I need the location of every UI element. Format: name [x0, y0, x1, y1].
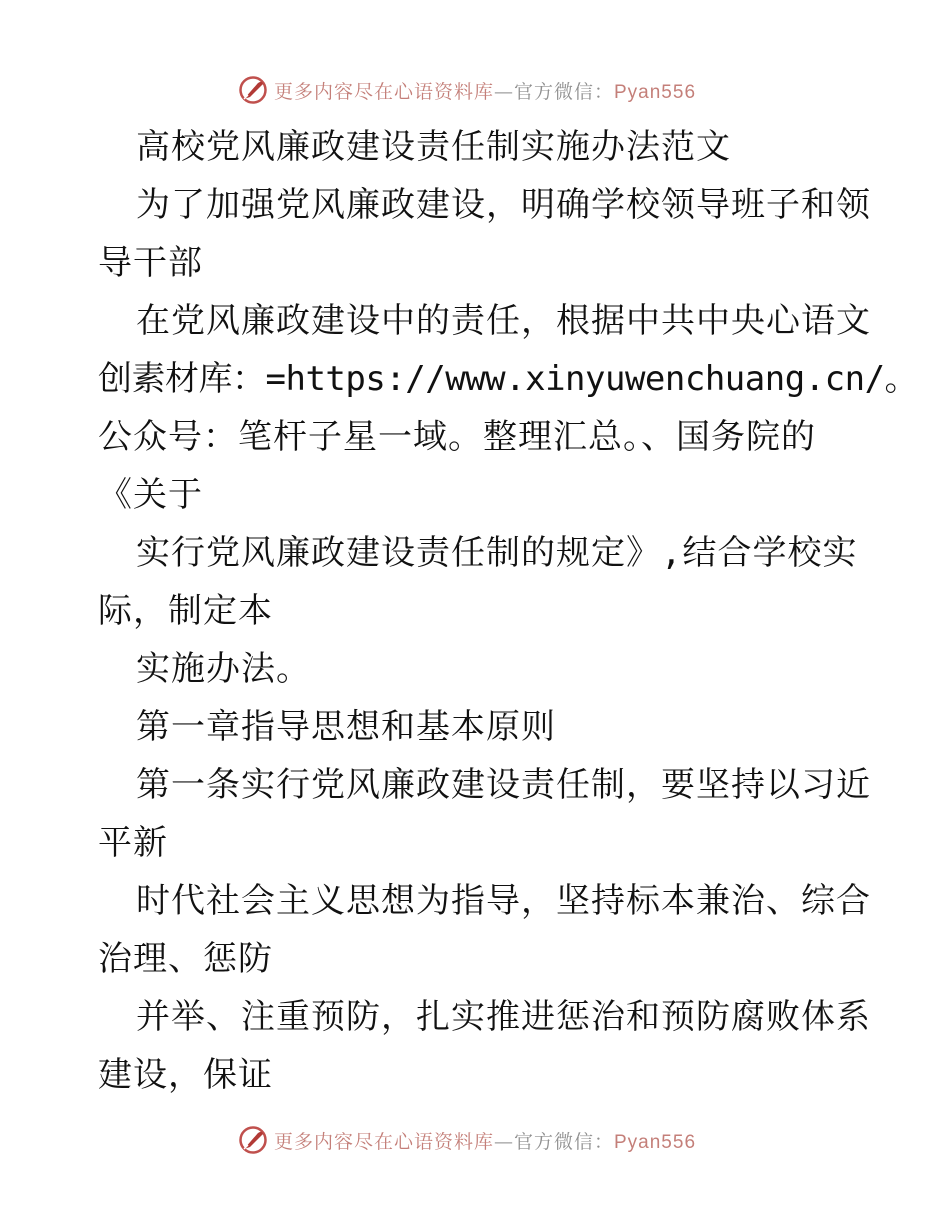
- banner-wechat-label: 官方微信：: [513, 80, 614, 103]
- banner-text: [274, 77, 696, 104]
- paragraph-line: 实施办法。: [136, 649, 311, 689]
- chapter-heading: 第一章指导思想和基本原则: [136, 707, 556, 747]
- banner-dash: —: [493, 1130, 514, 1153]
- quill-pen-icon: [238, 1125, 268, 1155]
- banner-content: [238, 1125, 696, 1155]
- paragraph-line: 并举、注重预防，扎实推进惩治和预防腐败体系: [136, 997, 871, 1037]
- paragraph-line: 平新: [98, 823, 168, 863]
- paragraph-line: 建设，保证: [98, 1055, 273, 1095]
- banner-dash: —: [493, 80, 514, 103]
- paragraph-line: 治理、惩防: [98, 939, 273, 979]
- paragraph-line: 际，制定本: [98, 591, 273, 631]
- paragraph-line: 为了加强党风廉政建设，明确学校领导班子和领: [136, 185, 871, 225]
- banner-promo-text: 更多内容尽在心语资料库: [273, 1130, 494, 1153]
- banner-text: [274, 1127, 696, 1154]
- paragraph-line: 公众号：笔杆子星一域。整理汇总。、国务院的: [98, 417, 816, 457]
- banner-wechat-label: 官方微信：: [513, 1130, 614, 1153]
- document-title: 高校党风廉政建设责任制实施办法范文: [136, 127, 731, 167]
- header-watermark-banner: [0, 70, 950, 110]
- paragraph-line: 在党风廉政建设中的责任，根据中共中央心语文: [136, 301, 871, 341]
- banner-content: [238, 75, 696, 105]
- paragraph-line: 创素材库：=https://www.xinyuwenchuang.cn/。: [98, 359, 919, 399]
- footer-watermark-banner: [0, 1120, 950, 1160]
- paragraph-line: 第一条实行党风廉政建设责任制，要坚持以习近: [136, 765, 871, 805]
- paragraph-line: 实行党风廉政建设责任制的规定》,结合学校实: [136, 533, 858, 573]
- banner-wechat-handle: Pyan556: [614, 81, 697, 103]
- document-body: [98, 118, 919, 1104]
- banner-wechat-handle: Pyan556: [614, 1131, 697, 1153]
- quill-pen-icon: [238, 75, 268, 105]
- paragraph-line: 导干部: [98, 243, 203, 283]
- paragraph-line: 《关于: [98, 475, 203, 515]
- banner-promo-text: 更多内容尽在心语资料库: [273, 80, 494, 103]
- paragraph-line: 时代社会主义思想为指导，坚持标本兼治、综合: [136, 881, 871, 921]
